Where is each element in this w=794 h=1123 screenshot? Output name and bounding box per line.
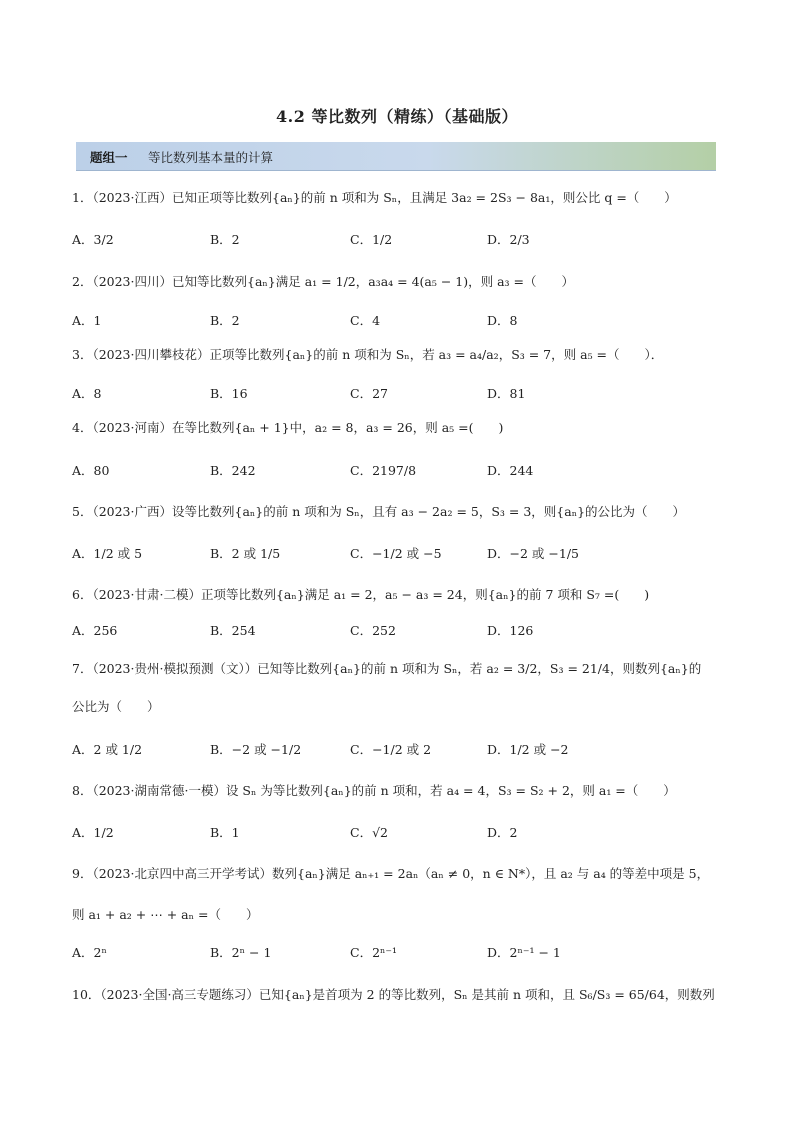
question-2-stem: 2．（2023·四川）已知等比数列{aₙ}满足 a₁ = 1/2，a₃a₄ = 4(a₅ − 1)，则 a₃ =（ ）	[72, 274, 575, 289]
question-7-option-a: A．2 或 1/2	[72, 742, 143, 757]
question-1-option-b: B．2	[210, 232, 240, 247]
question-3-option-c: C．27	[350, 386, 388, 401]
question-4-option-b: B．242	[210, 463, 256, 478]
section-label: 题组一	[90, 150, 128, 165]
question-10-stem: 10．（2023·全国·高三专题练习）已知{aₙ}是首项为 2 的等比数列，Sₙ 是其前 n 项和，且 S₆/S₃ = 65/64，则数列	[72, 987, 715, 1002]
question-9-stem: 9．（2023·北京四中高三开学考试）数列{aₙ}满足 aₙ₊₁ = 2aₙ（aₙ ≠ 0，n ∈ N*），且 a₂ 与 a₄ 的等差中项是 5，	[72, 866, 710, 881]
question-7-option-d: D．1/2 或 −2	[487, 742, 569, 757]
question-1-option-a: A．3/2	[72, 232, 114, 247]
question-9-option-c: C．2ⁿ⁻¹	[350, 945, 398, 960]
question-2-option-c: C．4	[350, 313, 381, 328]
question-1-stem: 1．（2023·江西）已知正项等比数列{aₙ}的前 n 项和为 Sₙ，且满足 3a₂ = 2S₃ − 8a₁，则公比 q =（ ）	[72, 190, 677, 205]
question-5-stem: 5．（2023·广西）设等比数列{aₙ}的前 n 项和为 Sₙ，且有 a₃ − 2a₂ = 5，S₃ = 3，则{aₙ}的公比为（ ）	[72, 504, 686, 519]
question-6-option-c: C．252	[350, 623, 396, 638]
question-3-option-d: D．81	[487, 386, 526, 401]
question-7-option-c: C．−1/2 或 2	[350, 742, 432, 757]
question-2-option-b: B．2	[210, 313, 240, 328]
section-caption: 等比数列基本量的计算	[148, 150, 274, 165]
question-8-option-d: D．2	[487, 825, 518, 840]
question-8-option-c: C．√2	[350, 825, 388, 840]
question-1-option-c: C．1/2	[350, 232, 393, 247]
question-4-stem: 4．（2023·河南）在等比数列{aₙ + 1}中，a₂ = 8，a₃ = 26，则 a₅ =( )	[72, 420, 504, 435]
question-5-option-a: A．1/2 或 5	[72, 546, 143, 561]
question-7-continuation: 公比为（ ）	[72, 699, 160, 714]
question-9-option-a: A．2ⁿ	[72, 945, 107, 960]
question-2-option-d: D．8	[487, 313, 518, 328]
question-7-stem: 7．（2023·贵州·模拟预测（文））已知等比数列{aₙ}的前 n 项和为 Sₙ，若 a₂ = 3/2，S₃ = 21/4，则数列{aₙ}的	[72, 661, 702, 676]
question-7-option-b: B．−2 或 −1/2	[210, 742, 302, 757]
question-4-option-d: D．244	[487, 463, 534, 478]
question-3-option-a: A．8	[72, 386, 102, 401]
question-8-option-a: A．1/2	[72, 825, 114, 840]
question-6-option-d: D．126	[487, 623, 534, 638]
question-8-stem: 8．（2023·湖南常德·一模）设 Sₙ 为等比数列{aₙ}的前 n 项和，若 a₄ = 4，S₃ = S₂ + 2，则 a₁ =（ ）	[72, 783, 676, 798]
question-3-option-b: B．16	[210, 386, 248, 401]
question-6-option-a: A．256	[72, 623, 118, 638]
question-3-stem: 3．（2023·四川攀枝花）正项等比数列{aₙ}的前 n 项和为 Sₙ，若 a₃ = a₄/a₂，S₃ = 7，则 a₅ =（ ）．	[72, 347, 664, 362]
question-9-option-d: D．2ⁿ⁻¹ − 1	[487, 945, 561, 960]
question-6-stem: 6．（2023·甘肃·二模）正项等比数列{aₙ}满足 a₁ = 2，a₅ − a₃ = 24，则{aₙ}的前 7 项和 S₇ =( )	[72, 587, 650, 602]
question-6-option-b: B．254	[210, 623, 256, 638]
question-1-option-d: D．2/3	[487, 232, 530, 247]
question-5-option-c: C．−1/2 或 −5	[350, 546, 442, 561]
question-9-option-b: B．2ⁿ − 1	[210, 945, 272, 960]
section-banner	[76, 142, 716, 171]
question-2-option-a: A．1	[72, 313, 102, 328]
question-9-continuation: 则 a₁ + a₂ + ⋯ + aₙ =（ ）	[72, 907, 259, 922]
question-8-option-b: B．1	[210, 825, 240, 840]
question-5-option-d: D．−2 或 −1/5	[487, 546, 579, 561]
question-4-option-c: C．2197/8	[350, 463, 417, 478]
question-4-option-a: A．80	[72, 463, 110, 478]
page-title: 4.2 等比数列（精练）（基础版）	[276, 107, 518, 126]
question-5-option-b: B．2 或 1/5	[210, 546, 281, 561]
